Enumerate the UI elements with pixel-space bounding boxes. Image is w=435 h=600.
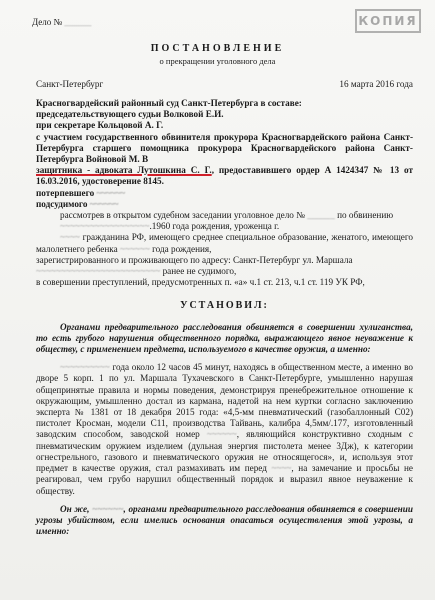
secretary-line: при секретаре Кольцовой А. Г. xyxy=(36,120,164,131)
convictions-line xyxy=(36,266,413,277)
para2-part-a: года около 12 часов 45 минут, находясь в общественном месте, а именно во дворе 5 корп. 1 по ул. Маршала Тухачевского в Санкт-Петербурге, умышленно нарушая общепринятые правила и нормы поведения, демонстрируя пренебрежительное отношение к окружающим, умышленно достал из кармана, надетой на нем куртки согласно заключению эксперта № 1381 от 18 декабря 2015 года: «4,5-мм пневматический (газобаллонный С02) пистолет Кросман, модели С11, производства Тайвань, калибра 4,5мм/.177, изготовленный заводским способом, заводской номер xyxy=(36,362,413,440)
convictions-text: ранее не судимого, xyxy=(162,266,237,277)
crimes-line: в совершении преступлений, предусмотренных п. «а» ч.1 ст. 213, ч.1 ст. 119 УК РФ, xyxy=(36,277,365,288)
redacted-birthdate: ~~~~~~~~~~~~~~~~~~ xyxy=(60,221,150,232)
redacted-defendant: ~~~~~~ xyxy=(89,198,119,209)
redacted-child-date: ~~~~~~ xyxy=(120,243,150,254)
copy-stamp: КОПИЯ xyxy=(355,9,421,33)
birth-year-tail: года рождения, xyxy=(152,243,212,254)
birth-line xyxy=(36,221,413,232)
redacted-event-date: ~~~~~~~~~~ xyxy=(60,362,110,373)
date: 16 марта 2016 года xyxy=(339,79,413,89)
para3-part-b: , органами предварительного расследования обвиняется в совершении угрозы убийством, если имелись основания опасаться осуществления этой угрозы, а именно: xyxy=(36,503,413,537)
document-body xyxy=(36,98,413,537)
prosecutor-line: с участием государственного обвинителя прокурора Красногвардейского района Санкт-Петербурга старшего помощника прокурора Красногвардейского района Санкт-Петербурга Войновой М. В xyxy=(36,131,413,165)
charge-word: по обвинению xyxy=(337,210,394,221)
redacted-case-no: ______ xyxy=(307,210,335,221)
case-number-text: Дело № xyxy=(32,17,63,27)
redacted-victim: ~~~~~~ xyxy=(96,187,126,198)
defender-line xyxy=(36,165,413,187)
established-heading: УСТАНОВИЛ: xyxy=(180,300,269,312)
document-title: ПОСТАНОВЛЕНИЕ xyxy=(150,43,285,54)
judge-line: председательствующего судьи Волковой Е.И. xyxy=(36,109,224,120)
considered-text: рассмотрев в открытом судебном заседании уголовное дело № xyxy=(60,210,305,221)
defendant-line xyxy=(36,199,413,210)
registered-line: зарегистрированного и проживающего по адресу: Санкт-Петербург ул. Маршала xyxy=(36,254,353,265)
redacted-address: ~~~~~~~~~~~~~~~~~~~~~~~~~ xyxy=(36,266,161,277)
para3-part-a: Он же, xyxy=(60,503,90,514)
redacted-case-id: ______ xyxy=(64,17,92,27)
defendant-label: подсудимого xyxy=(36,198,88,209)
considered-line xyxy=(36,210,413,221)
birth-text: .1960 года рождения, уроженца г. xyxy=(149,221,280,232)
para2-part-c: , на замечание и просьбы не реагировал, чем грубо нарушил общественный порядок и выразил явное неуважение к обществу. xyxy=(36,463,413,496)
charge-paragraph-3 xyxy=(36,504,413,538)
charge-paragraph-2 xyxy=(36,362,413,496)
victim-line xyxy=(36,188,413,199)
defender-name: защитника - адвоката Лутошкина С. Г. xyxy=(36,165,212,176)
para2-part-b: , являющийся конструктивно сходным с пневматическим оружием изделием (дульная энергия пистолета менее 3Дж), к категории огнестрельного, газового и пневматического оружия не относящегося», и, используя этот предмет в качестве оружия, стал размахивать им перед xyxy=(36,429,414,474)
victim-label: потерпевшего xyxy=(36,187,95,198)
citizen-line xyxy=(36,232,413,254)
case-number xyxy=(32,17,91,28)
citizen-text: гражданина РФ, имеющего среднее специальное образование, женатого, имеющего малолетнего ребенка xyxy=(36,232,414,254)
charge-paragraph-1: Органами предварительного расследования обвиняется в совершении хулиганства, то есть грубого нарушения общественного порядка, выражающего явное неуважение к обществу, с применением предмета, используемого в качестве оружия, а именно: xyxy=(36,321,413,355)
document-subtitle: о прекращении уголовного дела xyxy=(159,56,276,66)
defender-tail: , предоставившего ордер А 1424347 № 13 от 16.03.2016, удостоверение 8145. xyxy=(36,165,413,187)
court-line: Красногвардейский районный суд Санкт-Петербурга в составе: xyxy=(36,98,302,108)
city: Санкт-Петербург xyxy=(36,79,104,89)
redacted-defendant-2: ~~~~~~ xyxy=(92,503,124,514)
redacted-birthplace: ~~~~ xyxy=(60,232,80,243)
redacted-serial: ~~~~~~ xyxy=(206,429,237,440)
place-date-line xyxy=(36,79,413,90)
redacted-person: ~~~~ xyxy=(271,463,292,474)
